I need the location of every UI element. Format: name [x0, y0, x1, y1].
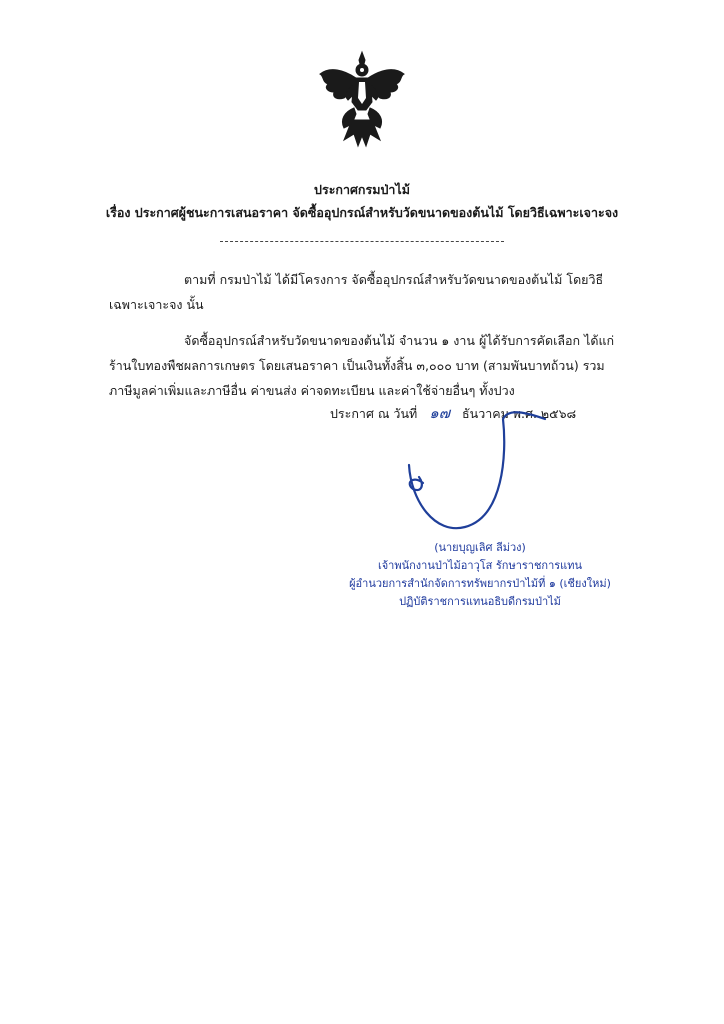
handwritten-signature [395, 405, 565, 545]
paragraph-1-line-2: เฉพาะเจาะจง นั้น [109, 297, 204, 312]
garuda-emblem-icon [314, 50, 410, 150]
date-prefix: ประกาศ ณ วันที่ [330, 406, 418, 421]
signatory-position-2: ผู้อำนวยการสำนักจัดการทรัพยากรป่าไม้ที่ ๑ (เชียงใหม่) [349, 577, 611, 590]
signatory-position-3: ปฏิบัติราชการแทนอธิบดีกรมป่าไม้ [399, 595, 561, 608]
date-day-handwritten: ๑๗ [429, 404, 451, 422]
paragraph-2-line-2: ร้านใบทองพืชผลการเกษตร โดยเสนอราคา เป็นเงินทั้งสิ้น ๓,๐๐๐ บาท (สามพันบาทถ้วน) รวม [109, 358, 605, 373]
paragraph-1 [109, 267, 646, 317]
announcement-subject: เรื่อง ประกาศผู้ชนะการเสนอราคา จัดซื้ออุปกรณ์สำหรับวัดขนาดของต้นไม้ โดยวิธีเฉพาะเจาะจง [105, 205, 619, 220]
paragraph-2-line-1: จัดซื้ออุปกรณ์สำหรับวัดขนาดของต้นไม้ จำนวน ๑ งาน ผู้ได้รับการคัดเลือก ได้แก่ [184, 333, 615, 348]
announcement-title: ประกาศกรมป่าไม้ [314, 182, 410, 197]
signatory-position-1: เจ้าพนักงานป่าไม้อาวุโส รักษาราชการแทน [377, 559, 583, 572]
paragraph-2 [109, 328, 646, 403]
date-month-year: ธันวาคม พ.ศ. ๒๕๖๘ [462, 406, 577, 421]
divider-line [220, 241, 504, 242]
paragraph-1-line-1: ตามที่ กรมป่าไม้ ได้มีโครงการ จัดซื้ออุปกรณ์สำหรับวัดขนาดของต้นไม้ โดยวิธี [184, 272, 604, 287]
paragraph-2-line-3: ภาษีมูลค่าเพิ่มและภาษีอื่น ค่าขนส่ง ค่าจดทะเบียน และค่าใช้จ่ายอื่นๆ ทั้งปวง [109, 383, 515, 398]
signatory-name: (นายบุญเลิศ ลีม่วง) [434, 541, 526, 554]
